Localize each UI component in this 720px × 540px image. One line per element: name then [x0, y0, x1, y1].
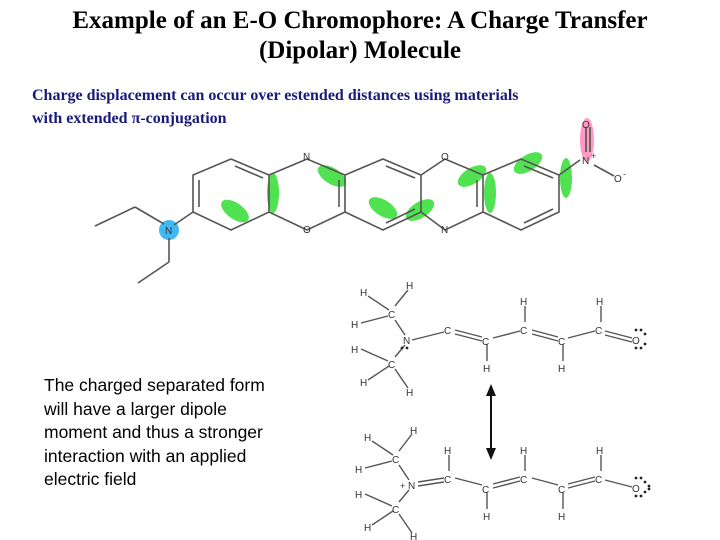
- neutral-h-c2: H: [483, 364, 491, 375]
- title-line-1: Example of an E-O Chromophore: A Charge Transfer: [72, 7, 648, 34]
- neutral-o: O: [632, 336, 640, 347]
- intro-line-2-prefix: with extended: [32, 110, 132, 127]
- neutral-c-methyl-top: C: [388, 310, 396, 321]
- top-nitro-n-charge: +: [591, 151, 597, 161]
- charged-n: N: [408, 481, 416, 492]
- neutral-h-c4: H: [558, 364, 566, 375]
- caption-line-2: will have a larger dipole: [44, 398, 227, 419]
- neutral-n: N: [403, 336, 411, 347]
- neutral-h3: H: [351, 320, 359, 331]
- resonance-arrow: [486, 384, 496, 460]
- charged-h4: H: [355, 490, 363, 501]
- top-atom-o-lower: O: [303, 225, 311, 236]
- caption-line-1: The charged separated form: [44, 375, 265, 395]
- neutral-h6: H: [406, 388, 414, 399]
- neutral-c1: C: [444, 326, 452, 337]
- neutral-bonds: [361, 290, 632, 388]
- top-atom-n-upper: N: [303, 152, 311, 163]
- charged-o: O: [632, 484, 640, 495]
- neutral-c3: C: [520, 326, 528, 337]
- charged-h2: H: [410, 426, 418, 437]
- charged-h6: H: [410, 532, 418, 540]
- top-structure: [95, 118, 626, 283]
- charged-h3: H: [355, 465, 363, 476]
- neutral-c4: C: [558, 337, 566, 348]
- neutral-h2: H: [406, 281, 414, 292]
- neutral-c2: C: [482, 337, 490, 348]
- neutral-h-c5: H: [596, 297, 604, 308]
- charged-c1: C: [444, 475, 452, 486]
- charged-h5: H: [364, 523, 372, 534]
- neutral-h4: H: [351, 345, 359, 356]
- charged-h-c3: H: [520, 446, 528, 457]
- title-line-2: (Dipolar) Molecule: [258, 37, 462, 64]
- neutral-h1: H: [360, 288, 368, 299]
- caption-line-5: electric field: [44, 469, 137, 489]
- charged-c-methyl-bottom: C: [392, 505, 400, 516]
- caption-line-4: interaction with an applied: [44, 445, 247, 466]
- charged-c2: C: [482, 485, 490, 496]
- top-nitro-o-minus: O: [614, 174, 622, 185]
- charged-c3: C: [520, 475, 528, 486]
- neutral-h-c3: H: [520, 297, 528, 308]
- neutral-structure: [351, 281, 646, 399]
- top-atom-n-lower: N: [441, 225, 449, 236]
- top-nitro-o-minus-charge: -: [623, 169, 626, 179]
- top-amine-n: N: [165, 226, 173, 237]
- top-nitro-o: O: [582, 120, 590, 131]
- intro-line-2-suffix: -conjugation: [140, 110, 227, 127]
- top-bonds: [95, 127, 614, 283]
- neutral-h5: H: [360, 378, 368, 389]
- pi-symbol: π: [131, 110, 141, 127]
- neutral-c-methyl-bottom: C: [388, 360, 396, 371]
- top-atom-o-upper: O: [441, 152, 449, 163]
- charged-c5: C: [595, 475, 603, 486]
- intro-line-1: Charge displacement can occur over estended distances using materials: [32, 87, 519, 104]
- charged-h-c2: H: [483, 512, 491, 523]
- charged-c-methyl-top: C: [392, 455, 400, 466]
- charged-n-plus: +: [400, 481, 406, 491]
- charged-h-c4: H: [558, 512, 566, 523]
- charged-h-c5: H: [596, 446, 604, 457]
- charged-structure: [355, 426, 650, 540]
- neutral-c5: C: [595, 326, 603, 337]
- caption-line-3: moment and thus a stronger: [44, 422, 263, 442]
- charged-h-c1: H: [444, 446, 452, 457]
- charged-c4: C: [558, 485, 566, 496]
- top-nitro-n: N: [582, 156, 590, 167]
- charged-h1: H: [364, 433, 372, 444]
